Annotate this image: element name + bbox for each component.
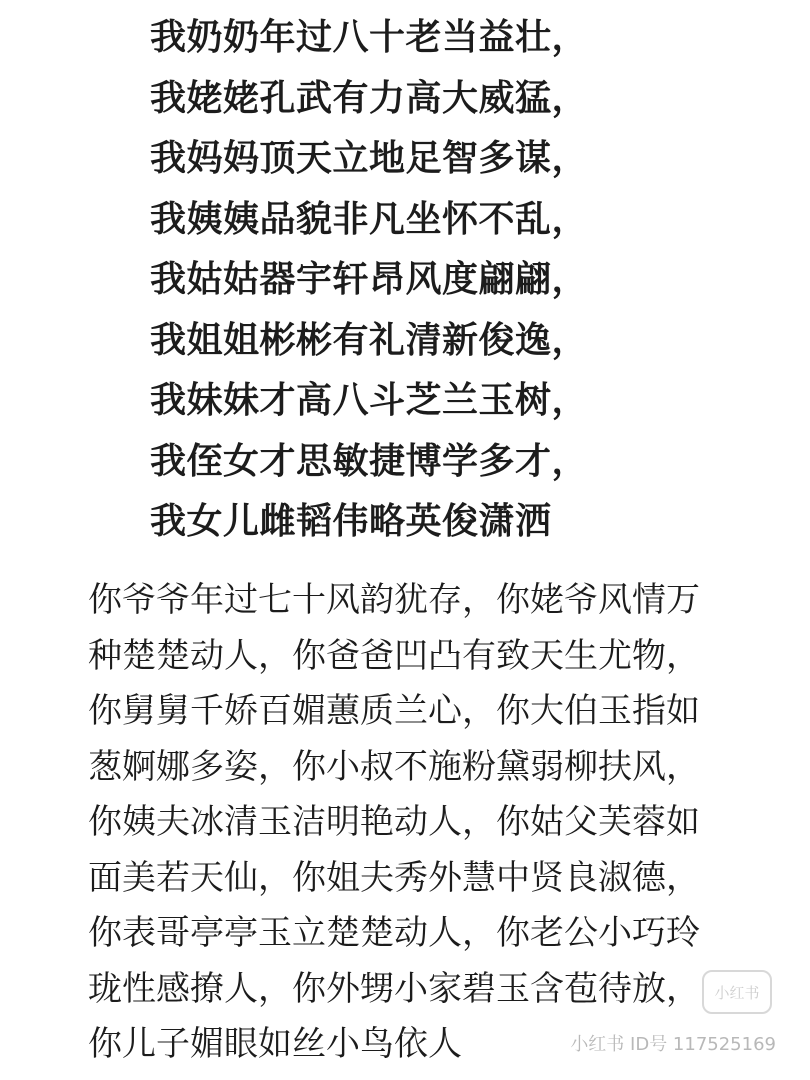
watermark-logo: 小红书 [702, 970, 772, 1014]
prose-line: 葱婀娜多姿，你小叔不施粉黛弱柳扶风， [88, 746, 700, 787]
poem-line: 我妹妹才高八斗芝兰玉树， [150, 380, 589, 421]
poem-line: 我妈妈顶天立地足智多谋， [150, 138, 589, 179]
watermark-id: 小红书 ID号 117525169 [570, 1034, 776, 1055]
poem-block [150, 8, 588, 553]
prose-line: 你儿子媚眼如丝小鸟依人 [88, 1024, 462, 1064]
poem-line: 我姐姐彬彬有礼清新俊逸， [150, 319, 589, 361]
prose-line: 面美若天仙，你姐夫秀外慧中贤良淑德， [88, 857, 700, 898]
prose-line: 你爷爷年过七十风韵犹存，你姥爷风情万 [88, 580, 700, 620]
poem-line: 我姑姑器宇轩昂风度翩翩， [150, 259, 589, 300]
prose-line: 你姨夫冰清玉洁明艳动人，你姑父芙蓉如 [88, 802, 700, 842]
prose-line: 种楚楚动人，你爸爸凹凸有致天生尤物， [88, 635, 700, 676]
prose-block [88, 573, 700, 1073]
poem-line: 我姥姥孔武有力高大威猛， [150, 77, 589, 119]
prose-line: 你舅舅千娇百媚蕙质兰心，你大伯玉指如 [88, 691, 700, 731]
prose-line: 珑性感撩人，你外甥小家碧玉含苞待放， [88, 968, 700, 1009]
poem-line: 我奶奶年过八十老当益壮， [150, 17, 589, 58]
poem-line: 我侄女才思敏捷博学多才， [150, 440, 589, 482]
poem-line: 我女儿雌韬伟略英俊潇洒 [150, 501, 552, 542]
prose-line: 你表哥亭亭玉立楚楚动人，你老公小巧玲 [88, 913, 700, 953]
poem-line: 我姨姨品貌非凡坐怀不乱， [150, 198, 589, 240]
